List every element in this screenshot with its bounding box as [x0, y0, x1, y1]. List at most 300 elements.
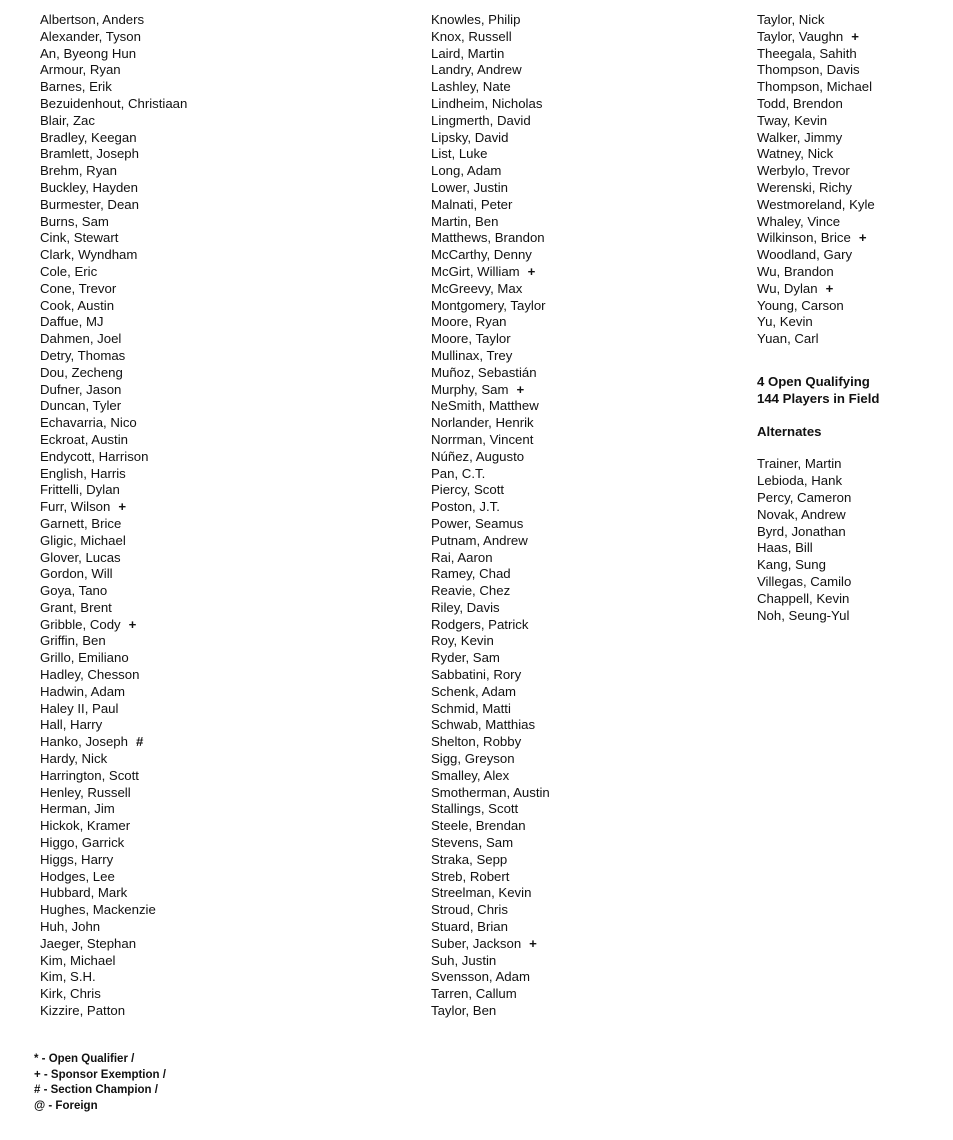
player-entry [40, 29, 410, 46]
player-entry [757, 298, 947, 315]
player-entry [431, 314, 741, 331]
player-entry [431, 163, 741, 180]
player-entry [40, 717, 410, 734]
player-name: Streelman, Kevin [431, 885, 532, 901]
player-name: Hall, Harry [40, 717, 103, 733]
player-entry [431, 197, 741, 214]
player-entry [431, 62, 741, 79]
player-name: Huh, John [40, 919, 101, 935]
player-entry [40, 466, 410, 483]
player-entry [431, 96, 741, 113]
player-entry [757, 79, 947, 96]
player-name: Yu, Kevin [757, 314, 813, 330]
player-name: Núñez, Augusto [431, 448, 525, 464]
player-entry [431, 331, 741, 348]
player-name: Power, Seamus [431, 515, 524, 531]
player-entry [40, 146, 410, 163]
player-entry [431, 466, 741, 483]
player-name: Kizzire, Patton [40, 1003, 126, 1019]
player-name: Endycott, Harrison [40, 448, 149, 464]
player-entry [431, 398, 741, 415]
player-name: Knox, Russell [431, 28, 512, 44]
player-name: Tarren, Callum [431, 986, 517, 1002]
player-name: McGreevy, Max [431, 280, 523, 296]
player-entry [431, 835, 741, 852]
player-entry [431, 717, 741, 734]
player-name: Pan, C.T. [431, 465, 486, 481]
player-entry [40, 818, 410, 835]
player-entry [757, 281, 947, 298]
player-entry [431, 986, 741, 1003]
alternate-entry: Kang, Sung [757, 557, 826, 573]
player-name: Henley, Russell [40, 784, 131, 800]
status-mark: + [858, 230, 867, 246]
player-name: Todd, Brendon [757, 95, 843, 111]
player-entry [757, 130, 947, 147]
player-name: Moore, Taylor [431, 331, 511, 347]
player-entry [40, 113, 410, 130]
player-name: Werenski, Richy [757, 179, 853, 195]
player-name: Putnam, Andrew [431, 532, 528, 548]
player-name: Hubbard, Mark [40, 885, 128, 901]
player-name: Alexander, Tyson [40, 28, 141, 44]
player-name: Clark, Wyndham [40, 247, 138, 263]
player-name: Herman, Jim [40, 801, 115, 817]
player-entry [431, 566, 741, 583]
player-entry [757, 247, 947, 264]
player-name: Schenk, Adam [431, 683, 517, 699]
player-entry [431, 113, 741, 130]
player-entry [431, 79, 741, 96]
field-summary [757, 374, 947, 408]
player-name: Yuan, Carl [757, 331, 819, 347]
player-entry [431, 180, 741, 197]
player-entry [40, 600, 410, 617]
player-name: Hadley, Chesson [40, 667, 140, 683]
legend-sponsor-exemption: + - Sponsor Exemption / [34, 1068, 166, 1081]
player-entry [40, 331, 410, 348]
player-name: Rodgers, Patrick [431, 616, 529, 632]
player-name: Detry, Thomas [40, 347, 126, 363]
player-name: Frittelli, Dylan [40, 482, 120, 498]
player-name: Stevens, Sam [431, 835, 514, 851]
player-name: Lingmerth, David [431, 112, 531, 128]
player-name: Sigg, Greyson [431, 751, 515, 767]
player-name: Theegala, Sahith [757, 45, 857, 61]
player-entry [431, 801, 741, 818]
player-name: Murphy, Sam [431, 381, 509, 397]
player-name: Schmid, Matti [431, 700, 511, 716]
player-name: Goya, Tano [40, 583, 108, 599]
player-name: Garnett, Brice [40, 515, 122, 531]
player-name: Norlander, Henrik [431, 415, 534, 431]
player-entry [431, 482, 741, 499]
player-name: Burns, Sam [40, 213, 109, 229]
player-name: Hodges, Lee [40, 868, 115, 884]
player-name: Ramey, Chad [431, 566, 511, 582]
player-entry [40, 550, 410, 567]
player-entry [40, 1003, 410, 1020]
player-entry [40, 130, 410, 147]
player-name: Suber, Jackson [431, 935, 522, 951]
player-name: Werbylo, Trevor [757, 163, 850, 179]
status-mark: + [118, 499, 127, 515]
player-name: Burmester, Dean [40, 196, 139, 212]
player-name: Riley, Davis [431, 599, 500, 615]
player-name: Martin, Ben [431, 213, 499, 229]
player-name: Daffue, MJ [40, 314, 104, 330]
player-name: Jaeger, Stephan [40, 935, 137, 951]
player-entry [40, 953, 410, 970]
player-name: Norrman, Vincent [431, 431, 534, 447]
player-entry [431, 130, 741, 147]
player-entry [40, 617, 410, 634]
player-entry [40, 348, 410, 365]
player-name: Straka, Sepp [431, 851, 508, 867]
player-entry [40, 449, 410, 466]
player-entry [431, 701, 741, 718]
player-entry [40, 382, 410, 399]
player-name: Lindheim, Nicholas [431, 95, 543, 111]
player-entry [431, 650, 741, 667]
player-name: Reavie, Chez [431, 583, 511, 599]
alternate-entry: Noh, Seung-Yul [757, 607, 850, 623]
player-entry [431, 785, 741, 802]
player-entry [40, 667, 410, 684]
player-name: Gordon, Will [40, 566, 113, 582]
player-entry [40, 247, 410, 264]
player-name: Taylor, Ben [431, 1003, 497, 1019]
player-name: Steele, Brendan [431, 818, 526, 834]
player-entry [757, 163, 947, 180]
player-entry [40, 936, 410, 953]
players-in-field-count: 144 Players in Field [757, 390, 880, 406]
alternate-entry: Lebioda, Hank [757, 473, 843, 489]
player-column-2 [431, 12, 741, 1020]
player-entry [40, 852, 410, 869]
player-entry [431, 600, 741, 617]
player-name: Griffin, Ben [40, 633, 106, 649]
player-name: Taylor, Nick [757, 12, 825, 27]
player-entry [431, 969, 741, 986]
player-name: Sabbatini, Rory [431, 667, 522, 683]
player-name: Albertson, Anders [40, 12, 145, 27]
player-entry [40, 499, 410, 516]
player-entry [431, 382, 741, 399]
player-entry [757, 29, 947, 46]
player-entry [431, 516, 741, 533]
player-name: Hadwin, Adam [40, 683, 126, 699]
status-mark: # [135, 734, 144, 750]
player-entry [431, 449, 741, 466]
player-name: Shelton, Robby [431, 734, 522, 750]
player-entry [431, 885, 741, 902]
player-entry [757, 197, 947, 214]
player-name: Muñoz, Sebastián [431, 364, 537, 380]
player-name: Cone, Trevor [40, 280, 117, 296]
player-entry [431, 936, 741, 953]
player-entry [40, 701, 410, 718]
player-name: List, Luke [431, 146, 488, 162]
player-name: Kim, Michael [40, 952, 116, 968]
player-entry [40, 298, 410, 315]
player-name: Grillo, Emiliano [40, 650, 129, 666]
player-entry [40, 163, 410, 180]
player-entry [431, 146, 741, 163]
player-entry [431, 953, 741, 970]
player-entry [757, 180, 947, 197]
player-entry [40, 583, 410, 600]
player-name: Smotherman, Austin [431, 784, 550, 800]
player-entry [757, 62, 947, 79]
legend-section-champion: # - Section Champion / [34, 1084, 158, 1097]
player-entry [40, 650, 410, 667]
player-entry [40, 986, 410, 1003]
player-entry [431, 432, 741, 449]
player-name: Svensson, Adam [431, 969, 530, 985]
player-name: Suh, Justin [431, 952, 497, 968]
player-name: Taylor, Vaughn [757, 28, 844, 44]
player-entry [40, 835, 410, 852]
player-name: An, Byeong Hun [40, 45, 137, 61]
player-name: Poston, J.T. [431, 499, 500, 515]
player-entry [757, 46, 947, 63]
player-name: Haley II, Paul [40, 700, 119, 716]
player-entry [40, 869, 410, 886]
player-entry [431, 281, 741, 298]
player-name: Dou, Zecheng [40, 364, 123, 380]
player-entry [40, 533, 410, 550]
player-name: Rai, Aaron [431, 549, 493, 565]
player-name: Hardy, Nick [40, 751, 108, 767]
alternate-entry: Haas, Bill [757, 540, 813, 556]
player-name: Gligic, Michael [40, 532, 126, 548]
player-name: McGirt, William [431, 263, 520, 279]
status-mark: + [851, 28, 859, 44]
player-name: Stroud, Chris [431, 902, 508, 918]
player-name: Buckley, Hayden [40, 179, 138, 195]
legend [34, 1052, 166, 1115]
player-entry [40, 566, 410, 583]
alternate-entry: Villegas, Camilo [757, 573, 852, 589]
player-entry [431, 298, 741, 315]
player-entry [40, 885, 410, 902]
player-list [757, 12, 947, 348]
alternates-heading: Alternates [757, 423, 822, 439]
player-name: Wu, Brandon [757, 263, 834, 279]
player-entry [431, 869, 741, 886]
player-entry [40, 482, 410, 499]
player-name: Bradley, Keegan [40, 129, 137, 145]
player-entry [40, 432, 410, 449]
player-entry [431, 818, 741, 835]
player-name: Kirk, Chris [40, 986, 101, 1002]
alternate-entry: Novak, Andrew [757, 506, 846, 522]
player-name: Lipsky, David [431, 129, 509, 145]
player-name: Bramlett, Joseph [40, 146, 139, 162]
alternate-entry: Percy, Cameron [757, 489, 852, 505]
player-name: Piercy, Scott [431, 482, 505, 498]
player-name: Cook, Austin [40, 297, 115, 313]
player-entry [431, 550, 741, 567]
player-entry [40, 633, 410, 650]
player-name: Wu, Dylan [757, 280, 818, 296]
player-entry [431, 852, 741, 869]
player-entry [757, 264, 947, 281]
player-name: Watney, Nick [757, 146, 834, 162]
player-name: Malnati, Peter [431, 196, 513, 212]
player-entry [431, 214, 741, 231]
player-name: Furr, Wilson [40, 499, 111, 515]
player-name: English, Harris [40, 465, 126, 481]
player-entry [431, 365, 741, 382]
player-entry [40, 684, 410, 701]
player-name: Higgo, Garrick [40, 835, 125, 851]
player-name: Stallings, Scott [431, 801, 519, 817]
player-entry [431, 264, 741, 281]
player-entry [40, 197, 410, 214]
player-name: Brehm, Ryan [40, 163, 117, 179]
player-entry [431, 902, 741, 919]
player-entry [431, 46, 741, 63]
player-entry [431, 751, 741, 768]
player-entry [431, 919, 741, 936]
player-entry [757, 331, 947, 348]
player-name: Roy, Kevin [431, 633, 494, 649]
player-name: Hanko, Joseph [40, 734, 128, 750]
player-name: Smalley, Alex [431, 767, 510, 783]
player-name: NeSmith, Matthew [431, 398, 539, 414]
player-entry [40, 919, 410, 936]
player-name: Landry, Andrew [431, 62, 522, 78]
status-mark: + [516, 381, 525, 397]
player-entry [431, 533, 741, 550]
player-name: Glover, Lucas [40, 549, 121, 565]
player-name: Whaley, Vince [757, 213, 841, 229]
player-entry [431, 499, 741, 516]
player-entry [40, 768, 410, 785]
status-mark: + [128, 616, 137, 632]
player-name: Ryder, Sam [431, 650, 500, 666]
player-entry [431, 583, 741, 600]
player-entry [431, 12, 741, 29]
player-name: Barnes, Erik [40, 79, 112, 95]
player-name: Woodland, Gary [757, 247, 853, 263]
player-entry [40, 398, 410, 415]
player-name: Dufner, Jason [40, 381, 122, 397]
legend-foreign: @ - Foreign [34, 1100, 98, 1113]
player-entry [40, 62, 410, 79]
player-name: Higgs, Harry [40, 851, 114, 867]
player-name: Montgomery, Taylor [431, 297, 546, 313]
player-entry [431, 415, 741, 432]
player-entry [40, 79, 410, 96]
player-entry [431, 667, 741, 684]
player-name: Lower, Justin [431, 179, 508, 195]
alternates-list [757, 456, 947, 624]
player-entry [757, 214, 947, 231]
player-column-3 [757, 12, 947, 624]
player-name: Moore, Ryan [431, 314, 507, 330]
player-name: Tway, Kevin [757, 112, 828, 128]
player-entry [431, 768, 741, 785]
player-entry [40, 314, 410, 331]
status-mark: + [527, 263, 536, 279]
player-entry [431, 617, 741, 634]
player-name: Armour, Ryan [40, 62, 121, 78]
player-name: Eckroat, Austin [40, 431, 128, 447]
player-entry [40, 785, 410, 802]
player-name: Gribble, Cody [40, 616, 121, 632]
player-name: Westmoreland, Kyle [757, 196, 875, 212]
player-name: Dahmen, Joel [40, 331, 122, 347]
player-name: Stuard, Brian [431, 919, 508, 935]
player-name: Wilkinson, Brice [757, 230, 851, 246]
open-qualifying-count: 4 Open Qualifying [757, 373, 870, 389]
player-entry [431, 247, 741, 264]
player-entry [431, 29, 741, 46]
player-entry [757, 314, 947, 331]
player-entry [431, 230, 741, 247]
player-name: Bezuidenhout, Christiaan [40, 95, 188, 111]
player-name: Kim, S.H. [40, 969, 96, 985]
player-entry [40, 214, 410, 231]
legend-open-qualifier: * - Open Qualifier / [34, 1053, 135, 1065]
player-name: Schwab, Matthias [431, 717, 536, 733]
player-entry [40, 230, 410, 247]
player-name: Cink, Stewart [40, 230, 119, 246]
player-name: Young, Carson [757, 297, 844, 313]
player-entry [431, 1003, 741, 1020]
player-name: Grant, Brent [40, 599, 112, 615]
player-name: Duncan, Tyler [40, 398, 122, 414]
status-mark: + [825, 280, 834, 296]
player-entry [40, 751, 410, 768]
player-entry [757, 12, 947, 29]
player-entry [757, 96, 947, 113]
player-name: Hickok, Kramer [40, 818, 131, 834]
player-name: Mullinax, Trey [431, 347, 513, 363]
alternate-entry: Trainer, Martin [757, 456, 842, 472]
player-entry [431, 348, 741, 365]
player-entry [40, 516, 410, 533]
player-name: Knowles, Philip [431, 12, 521, 27]
player-entry [40, 96, 410, 113]
player-name: Blair, Zac [40, 112, 95, 128]
status-mark: + [529, 935, 537, 951]
player-name: Walker, Jimmy [757, 129, 843, 145]
player-name: Echavarria, Nico [40, 415, 137, 431]
player-name: McCarthy, Denny [431, 247, 532, 263]
player-entry [757, 146, 947, 163]
player-entry [40, 12, 410, 29]
player-name: Thompson, Davis [757, 62, 860, 78]
player-entry [40, 264, 410, 281]
player-name: Streb, Robert [431, 868, 510, 884]
player-entry [757, 113, 947, 130]
player-entry [757, 230, 947, 247]
player-name: Cole, Eric [40, 263, 98, 279]
player-name: Harrington, Scott [40, 767, 139, 783]
player-name: Laird, Martin [431, 45, 505, 61]
alternate-entry: Byrd, Jonathan [757, 523, 846, 539]
player-name: Lashley, Nate [431, 79, 511, 95]
player-entry [40, 902, 410, 919]
player-entry [40, 734, 410, 751]
alternate-entry: Chappell, Kevin [757, 590, 850, 606]
player-entry [40, 365, 410, 382]
player-entry [431, 684, 741, 701]
